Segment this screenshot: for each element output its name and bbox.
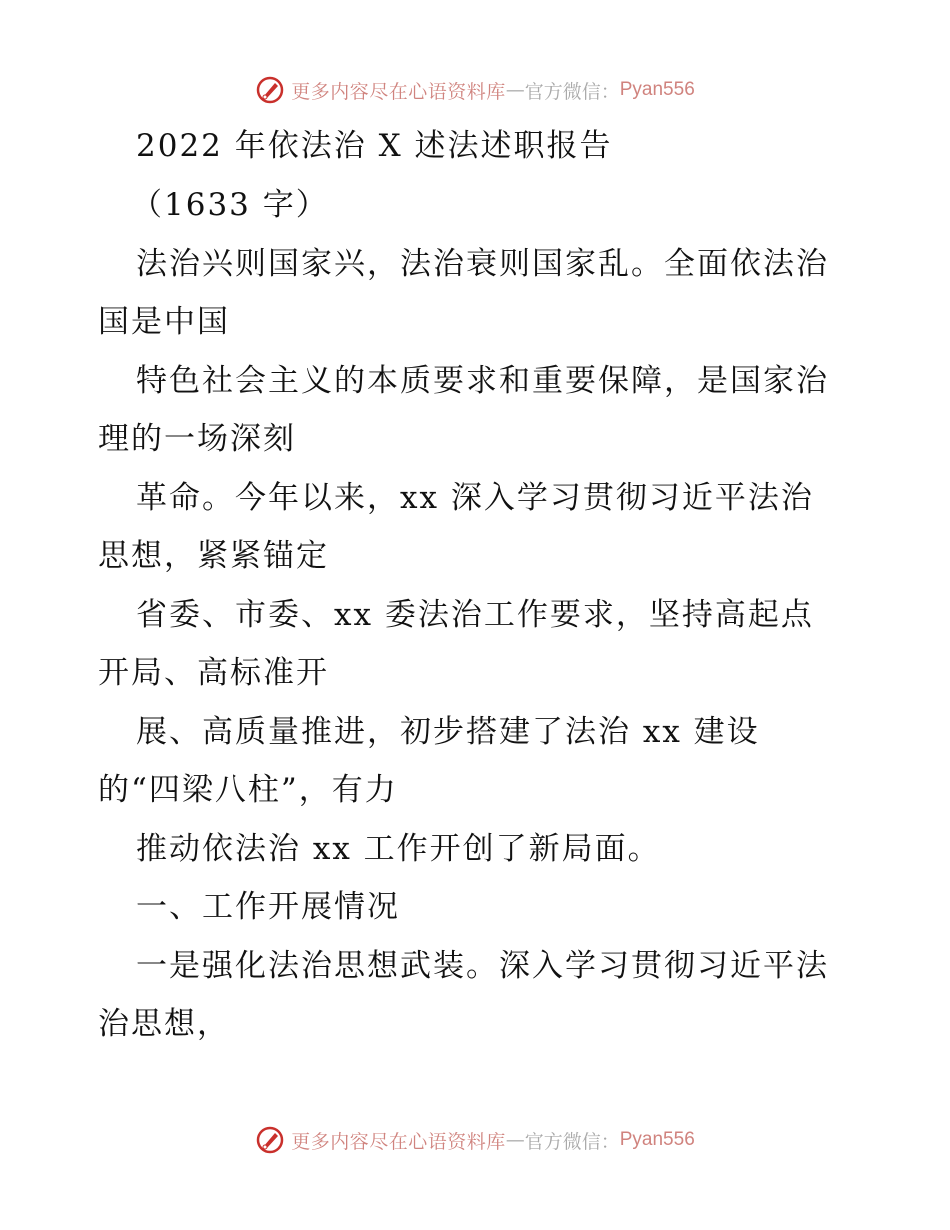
paragraph-line: 推动依法治 xx 工作开创了新局面。 xyxy=(136,831,661,867)
paragraph-line: 革命。今年以来，xx 深入学习贯彻习近平法治 xyxy=(136,480,814,516)
word-count: （1633 字） xyxy=(131,187,329,223)
paragraph-line: 思想，紧紧锚定 xyxy=(98,538,329,574)
banner-main-text: 更多内容尽在心语资料库 xyxy=(291,1130,506,1153)
banner-wechat-id: Pyan556 xyxy=(619,79,695,100)
banner-wechat-id: Pyan556 xyxy=(619,1129,695,1150)
paragraph-line: 一是强化法治思想武装。深入学习贯彻习近平法 xyxy=(136,948,829,984)
header-banner xyxy=(0,70,950,110)
brand-logo-icon xyxy=(255,75,285,105)
document-title: 2022 年依法治 X 述法述职报告 xyxy=(136,128,613,164)
banner-separator: — xyxy=(505,1129,525,1151)
paragraph-line: 特色社会主义的本质要求和重要保障，是国家治 xyxy=(136,363,829,399)
paragraph-line: 理的一场深刻 xyxy=(98,421,296,457)
brand-logo-icon xyxy=(255,1125,285,1155)
banner-main-text: 更多内容尽在心语资料库 xyxy=(291,80,506,103)
paragraph-line: 展、高质量推进，初步搭建了法治 xx 建设 xyxy=(136,714,760,750)
banner-wechat-label: 官方微信： xyxy=(524,1130,620,1153)
paragraph-line: 治思想， xyxy=(98,1006,230,1042)
paragraph-line: 的“四梁八柱”，有力 xyxy=(98,772,398,808)
paragraph-line: 国是中国 xyxy=(98,304,230,340)
banner-separator: — xyxy=(505,79,525,101)
paragraph-line: 法治兴则国家兴，法治衰则国家乱。全面依法治 xyxy=(136,246,829,282)
banner-wechat-label: 官方微信： xyxy=(524,80,620,103)
section-heading: 一、工作开展情况 xyxy=(136,889,400,925)
paragraph-line: 开局、高标准开 xyxy=(98,655,329,691)
paragraph-line: 省委、市委、xx 委法治工作要求，坚持高起点 xyxy=(136,597,814,633)
footer-banner xyxy=(0,1120,950,1160)
